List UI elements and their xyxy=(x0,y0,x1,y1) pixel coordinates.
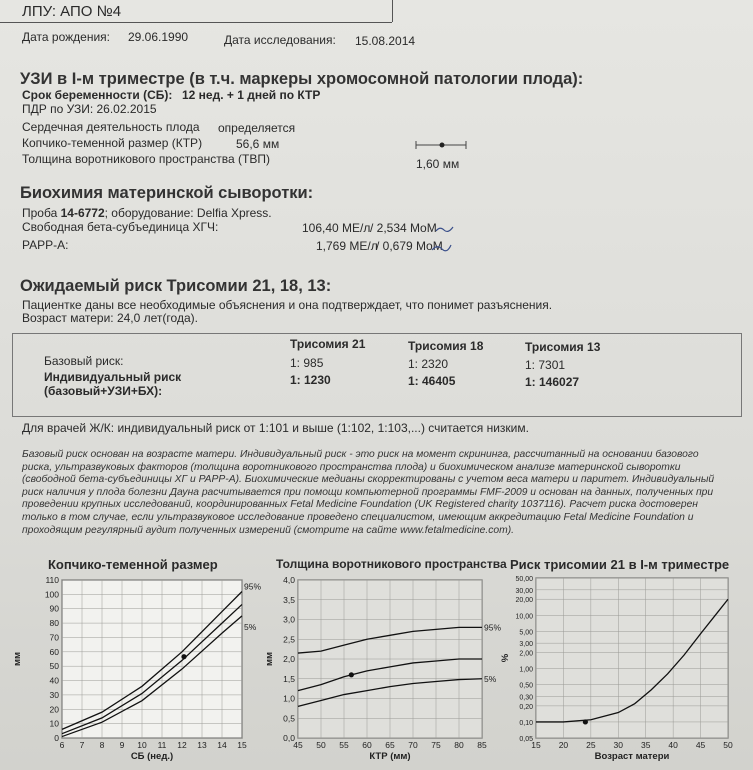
chart3-title: Риск трисомии 21 в I-м триместре xyxy=(510,557,730,572)
tvp-label: Толщина воротникового пространства (ТВП) xyxy=(22,152,270,166)
series-label: 95% xyxy=(484,622,502,633)
exam-date-label: Дата исследования: xyxy=(224,33,336,47)
x-tick-label: 45 xyxy=(695,740,706,750)
x-tick-label: 10 xyxy=(137,740,147,750)
y-tick-label: 60 xyxy=(49,646,59,657)
y-tick-label: 40 xyxy=(49,675,59,686)
y-tick-label: 1,5 xyxy=(283,673,295,684)
x-tick-label: 15 xyxy=(237,740,247,750)
x-tick-label: 35 xyxy=(640,740,651,750)
x-axis-label: КТР (мм) xyxy=(369,751,411,762)
y-tick-label: 0,50 xyxy=(519,682,533,690)
y-tick-label: 80 xyxy=(49,618,59,629)
base-risk-t13: 1: 7301 xyxy=(525,358,566,372)
x-tick-label: 14 xyxy=(217,740,227,750)
x-axis-label: СБ (нед.) xyxy=(130,751,174,762)
mother-age: Возраст матери: 24,0 лет(года). xyxy=(22,311,198,325)
series-label: 5% xyxy=(484,673,497,684)
y-tick-label: 2,5 xyxy=(283,634,295,645)
ktr-label: Копчико-теменной размер (КТР) xyxy=(22,136,203,150)
x-tick-label: 25 xyxy=(586,740,596,750)
chart1-title: Копчико-теменной размер xyxy=(48,557,218,572)
y-tick-label: 10,00 xyxy=(515,613,533,621)
y-tick-label: 30 xyxy=(49,689,59,700)
x-tick-label: 30 xyxy=(613,740,624,750)
y-tick-label: 10 xyxy=(49,718,59,729)
x-tick-label: 12 xyxy=(177,740,187,750)
ind-risk-t18: 1: 46405 xyxy=(408,374,456,388)
base-risk-t18: 1: 2320 xyxy=(408,357,449,371)
y-tick-label: 0,10 xyxy=(519,719,533,727)
y-tick-label: 3,5 xyxy=(283,594,295,605)
hcg-value: 106,40 МЕ/л xyxy=(302,221,371,235)
y-tick-label: 20,00 xyxy=(515,597,533,605)
crl-chart xyxy=(0,572,262,768)
term-label: Срок беременности (СБ): xyxy=(22,88,173,102)
x-tick-label: 55 xyxy=(339,740,349,750)
y-tick-label: 30,00 xyxy=(515,587,533,595)
y-tick-label: 3,00 xyxy=(519,641,533,649)
y-tick-label: 70 xyxy=(49,632,59,643)
papp-mom: / 0,679 MoM xyxy=(376,239,443,253)
hcg-label: Свободная бета-субъединица ХГЧ: xyxy=(22,220,219,234)
x-tick-label: 75 xyxy=(431,740,441,750)
x-tick-label: 85 xyxy=(477,740,487,750)
x-tick-label: 80 xyxy=(454,740,464,750)
y-tick-label: 0,5 xyxy=(283,713,295,724)
y-tick-label: 0 xyxy=(54,733,59,743)
x-tick-label: 8 xyxy=(99,740,105,750)
x-tick-label: 6 xyxy=(59,740,65,750)
x-tick-label: 40 xyxy=(668,740,678,750)
y-tick-label: 90 xyxy=(49,603,59,614)
handwritten-mark-2 xyxy=(430,238,454,256)
probe-label: Проба 14-6772; оборудование: Delfia Xpress. xyxy=(22,206,272,220)
y-axis-label: мм xyxy=(12,651,23,667)
nt-chart xyxy=(262,572,502,768)
y-tick-label: 20 xyxy=(49,704,59,715)
heart-label: Сердечная деятельность плода xyxy=(22,120,200,134)
x-tick-label: 50 xyxy=(723,740,733,750)
base-risk-t21: 1: 985 xyxy=(290,356,324,370)
y-tick-label: 100 xyxy=(44,589,59,600)
heart-value: определяется xyxy=(218,121,296,135)
y-tick-label: 4,0 xyxy=(283,575,295,585)
x-tick-label: 15 xyxy=(531,740,541,750)
plot-shade xyxy=(536,578,728,738)
hcg-mom: / 2,534 MoM xyxy=(370,221,437,235)
y-tick-label: 2,00 xyxy=(519,650,533,658)
x-tick-label: 9 xyxy=(119,740,125,750)
tvp-range-marker xyxy=(414,138,470,152)
pdr-text: ПДР по УЗИ: 26.02.2015 xyxy=(22,102,157,116)
x-tick-label: 65 xyxy=(385,740,395,750)
lpu-label: ЛПУ: АПО №4 xyxy=(22,3,122,20)
birth-date-value: 29.06.1990 xyxy=(128,30,189,44)
y-tick-label: 0,30 xyxy=(519,694,533,702)
y-tick-label: 1,0 xyxy=(283,693,295,704)
x-tick-label: 45 xyxy=(293,740,303,750)
x-tick-label: 13 xyxy=(197,740,207,750)
papp-label: PAPP-A: xyxy=(22,238,69,252)
handwritten-mark-1 xyxy=(434,222,456,236)
x-tick-label: 60 xyxy=(362,740,372,750)
y-tick-label: 50,00 xyxy=(515,576,533,583)
x-tick-label: 11 xyxy=(157,740,167,750)
tvp-value: 1,60 мм xyxy=(416,157,460,171)
chart2-title: Толщина воротникового пространства xyxy=(276,557,507,571)
y-tick-label: 50 xyxy=(49,661,59,672)
x-tick-label: 70 xyxy=(408,740,418,750)
risk-explanation: Пациентке даны все необходимые объяснения и она подтверждает, что понимет разъяснения. xyxy=(22,298,553,312)
x-tick-label: 7 xyxy=(79,740,85,750)
doctors-note: Для врачей Ж/К: индивидуальный риск от 1:101 и выше (1:102, 1:103,...) считается низким. xyxy=(22,421,529,435)
risk-title: Ожидаемый риск Трисомии 21, 18, 13: xyxy=(20,277,332,295)
y-tick-label: 0,20 xyxy=(519,703,533,711)
base-risk-label: Базовый риск: xyxy=(44,354,124,368)
patient-point xyxy=(181,654,186,659)
y-tick-label: 5,00 xyxy=(519,629,533,637)
ktr-value: 56,6 мм xyxy=(236,137,280,151)
y-tick-label: 1,00 xyxy=(519,666,533,674)
y-tick-label: 0,0 xyxy=(283,733,295,743)
x-tick-label: 50 xyxy=(316,740,326,750)
birth-date-label: Дата рождения: xyxy=(22,30,110,44)
uzi-title: УЗИ в I-м триместре (в т.ч. маркеры хромосомной патологии плода): xyxy=(20,70,584,88)
ind-risk-label-2: (базовый+УЗИ+БХ): xyxy=(44,384,163,398)
bio-title: Биохимия материнской сыворотки: xyxy=(20,184,314,202)
y-tick-label: 2,0 xyxy=(283,654,295,664)
patient-point xyxy=(349,672,354,677)
ind-risk-t21: 1: 1230 xyxy=(290,373,331,387)
col-trisomy18: Трисомия 18 xyxy=(408,339,484,353)
probe-value: 14-6772 xyxy=(60,206,105,220)
t21-risk-chart xyxy=(502,572,753,768)
exam-date-value: 15.08.2014 xyxy=(355,34,416,48)
ind-risk-label-1: Индивидуальный риск xyxy=(44,370,182,384)
disclaimer-text: Базовый риск основан на возрасте матери. Индивидуальный риск - это риск на момент скрининга, рассчитанный на основании базового риска, ультразвуковых факторов (толщина воротникового пространства плода) и биохимическом анализе материнской сыворотки (свободной бета-субъединицы ХГ и PAPP-A). Биохимические медианы скорректированы с учетом веса матери и паритет. Индивидуальный риск наличия у плода болезни Дауна расчитывается при помощи компьютерной программы FMF-2009 и основан на данных, полученных при проведении крупных исследований, координированных Fetal Medicine Foundation (UK Registered charity 1037116). Расчет риска достоверен только в том случае, если ультразвуковое исследование проведено специалистом, имеющим аккредитацию Fetal Medicine Foundation и проходящим регулярный аудит полученных измерений (смотрите на сайте www.fetalmedicine.com). xyxy=(22,449,715,536)
papp-value: 1,769 МЕ/л xyxy=(316,239,378,253)
patient-point xyxy=(583,719,588,724)
x-tick-label: 20 xyxy=(558,740,569,750)
plot-area xyxy=(62,580,242,738)
y-axis-label: мм xyxy=(264,651,275,667)
x-axis-label: Возраст матери xyxy=(594,751,670,762)
y-tick-label: 0,05 xyxy=(519,736,533,743)
y-tick-label: 110 xyxy=(45,575,59,585)
col-trisomy13: Трисомия 13 xyxy=(525,340,601,354)
col-trisomy21: Трисомия 21 xyxy=(290,337,366,351)
y-axis-label: % xyxy=(500,653,511,663)
series-label: 95% xyxy=(244,581,262,592)
equipment-text: ; оборудование: Delfia Xpress. xyxy=(104,206,272,220)
ind-risk-t13: 1: 146027 xyxy=(525,375,580,389)
y-tick-label: 3,0 xyxy=(283,614,295,625)
series-label: 5% xyxy=(244,621,257,632)
term-value: 12 нед. + 1 дней по КТР xyxy=(182,88,321,102)
